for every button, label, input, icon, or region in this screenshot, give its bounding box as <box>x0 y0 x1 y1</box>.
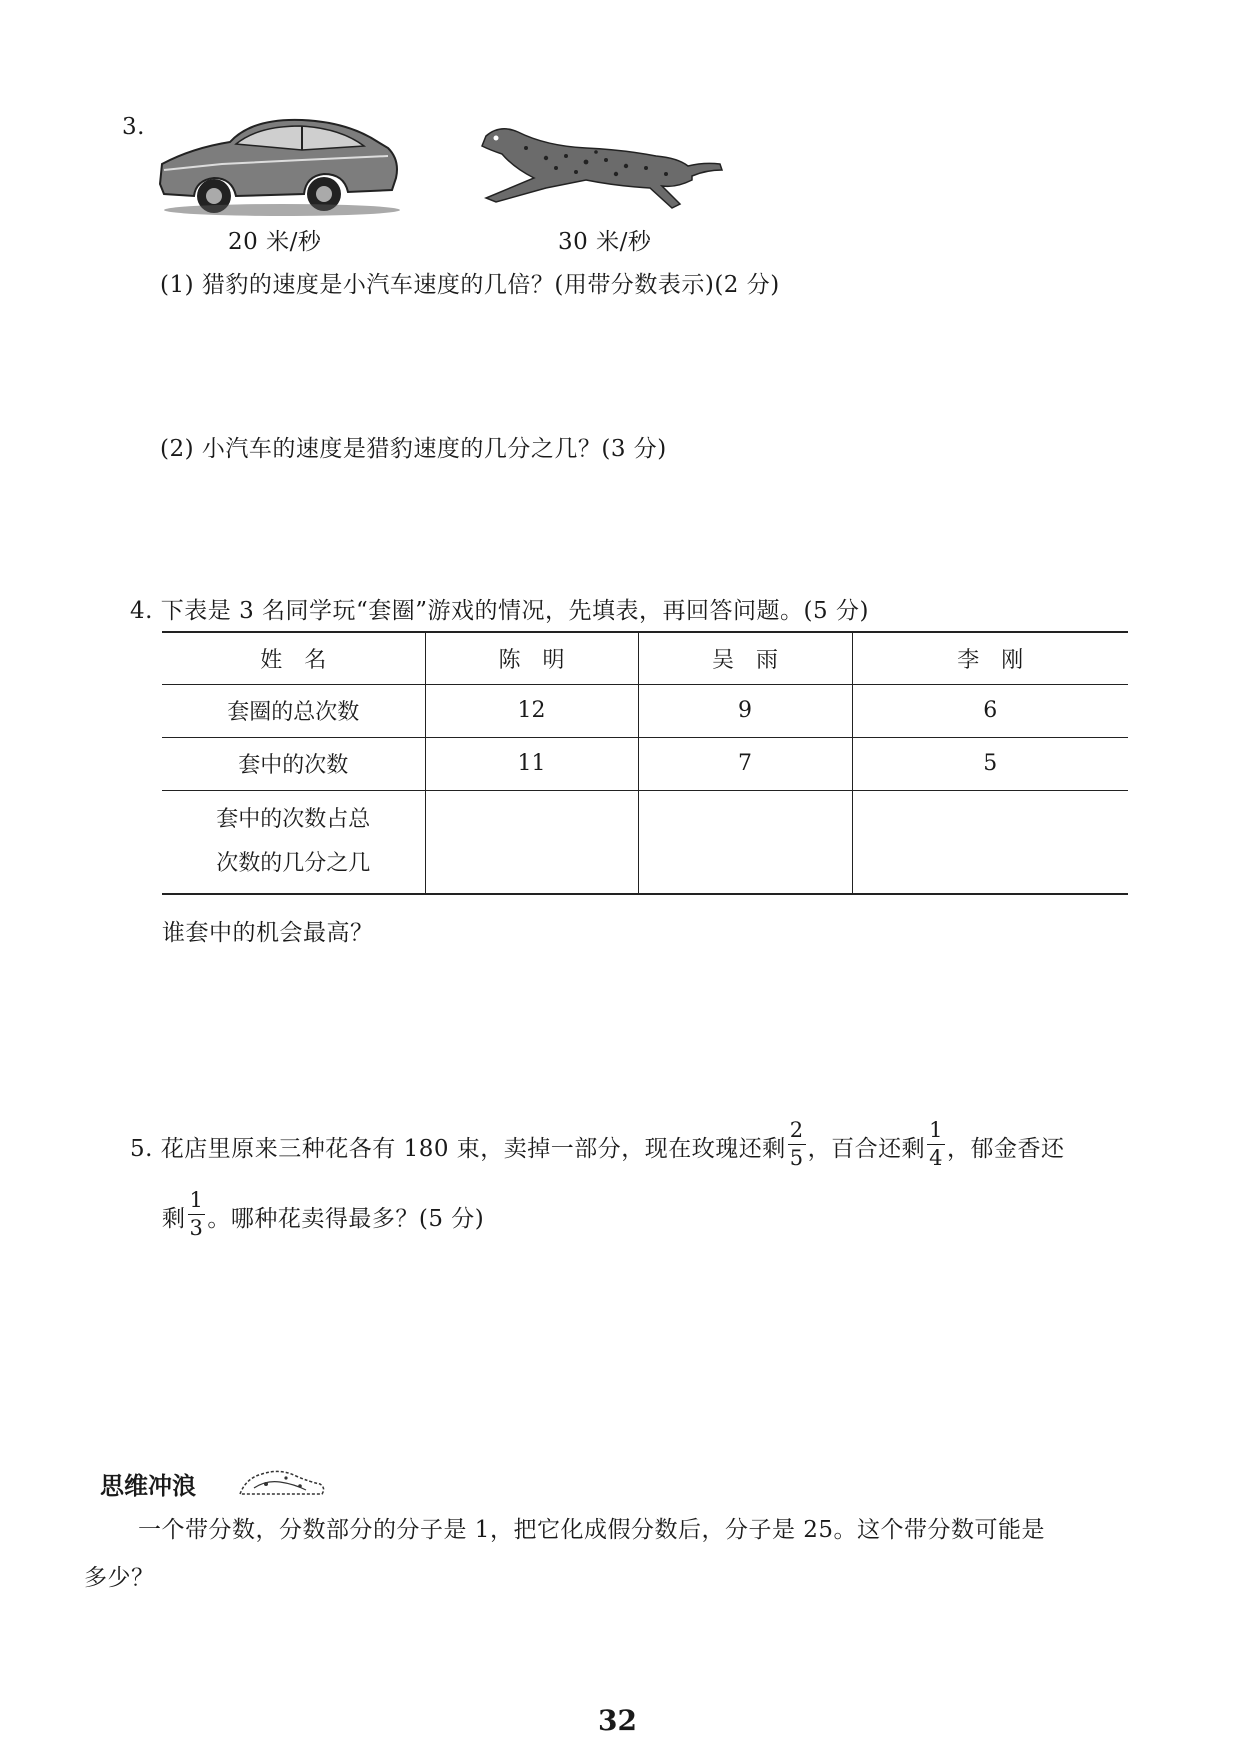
section-title: 思维冲浪 <box>100 1472 196 1500</box>
question-3-part-2: (2) 小汽车的速度是猎豹速度的几分之几？(3 分) <box>160 436 667 462</box>
question-4-text: 4. 下表是 3 名同学玩“套圈”游戏的情况，先填表，再回答问题。(5 分) <box>130 598 869 624</box>
wave-decoration-icon <box>236 1464 328 1500</box>
question-3-part-1: (1) 猎豹的速度是小汽车速度的几倍？(用带分数表示)(2 分) <box>160 272 780 298</box>
fraction-two-fifths <box>788 1120 806 1169</box>
cell-value: 12 <box>425 684 638 737</box>
question-4-followup: 谁套中的机会最高？ <box>162 920 374 946</box>
cell-value: 6 <box>852 684 1128 737</box>
cell-value: 11 <box>425 737 638 790</box>
car-image <box>152 112 404 220</box>
answer-cell-li-gang[interactable] <box>852 790 1128 894</box>
table-row <box>162 737 1128 790</box>
header-wu-yu: 吴 雨 <box>638 632 852 684</box>
fraction-numerator: 1 <box>188 1190 206 1215</box>
table-row <box>162 684 1128 737</box>
header-li-gang: 李 刚 <box>852 632 1128 684</box>
q5-text-d: 剩 <box>162 1206 186 1232</box>
row-label-total: 套圈的总次数 <box>162 684 425 737</box>
answer-cell-chen-ming[interactable] <box>425 790 638 894</box>
thinking-question-line-1: 一个带分数，分数部分的分子是 1，把它化成假分数后，分子是 25。这个带分数可能是 <box>138 1517 1046 1543</box>
fraction-numerator: 2 <box>788 1120 806 1145</box>
row-label-hits: 套中的次数 <box>162 737 425 790</box>
row-label-line-2: 次数的几分之几 <box>216 850 371 876</box>
page-number: 32 <box>598 1704 637 1737</box>
fraction-denominator: 5 <box>789 1146 804 1170</box>
q5-text-c: ，郁金香还 <box>947 1136 1065 1162</box>
question-5-line-2 <box>162 1188 485 1241</box>
car-speed-label: 20 米/秒 <box>228 229 322 255</box>
fraction-denominator: 3 <box>189 1216 204 1240</box>
q5-text-a: 5. 花店里原来三种花各有 180 束，卖掉一部分，现在玫瑰还剩 <box>130 1136 786 1162</box>
row-label-fraction <box>162 790 425 894</box>
q5-text-b: ，百合还剩 <box>807 1136 926 1162</box>
header-chen-ming: 陈 明 <box>425 632 638 684</box>
fraction-one-third <box>188 1190 206 1239</box>
header-name: 姓 名 <box>162 632 425 684</box>
cheetah-image <box>466 118 728 214</box>
thinking-question-line-2: 多少？ <box>84 1565 155 1591</box>
ring-toss-table <box>162 631 1128 895</box>
q5-text-e: 。哪种花卖得最多？(5 分) <box>207 1206 485 1232</box>
question-3-number: 3. <box>122 114 145 140</box>
cell-value: 7 <box>638 737 852 790</box>
question-5-line-1 <box>130 1118 1065 1171</box>
fraction-numerator: 1 <box>927 1120 945 1145</box>
cell-value: 5 <box>852 737 1128 790</box>
row-label-line-1: 套中的次数占总 <box>216 806 371 832</box>
fraction-one-quarter <box>927 1120 945 1169</box>
table-header-row <box>162 632 1128 684</box>
answer-cell-wu-yu[interactable] <box>638 790 852 894</box>
cell-value: 9 <box>638 684 852 737</box>
fraction-denominator: 4 <box>929 1146 944 1170</box>
cheetah-speed-label: 30 米/秒 <box>558 229 652 255</box>
table-row-fraction <box>162 790 1128 894</box>
